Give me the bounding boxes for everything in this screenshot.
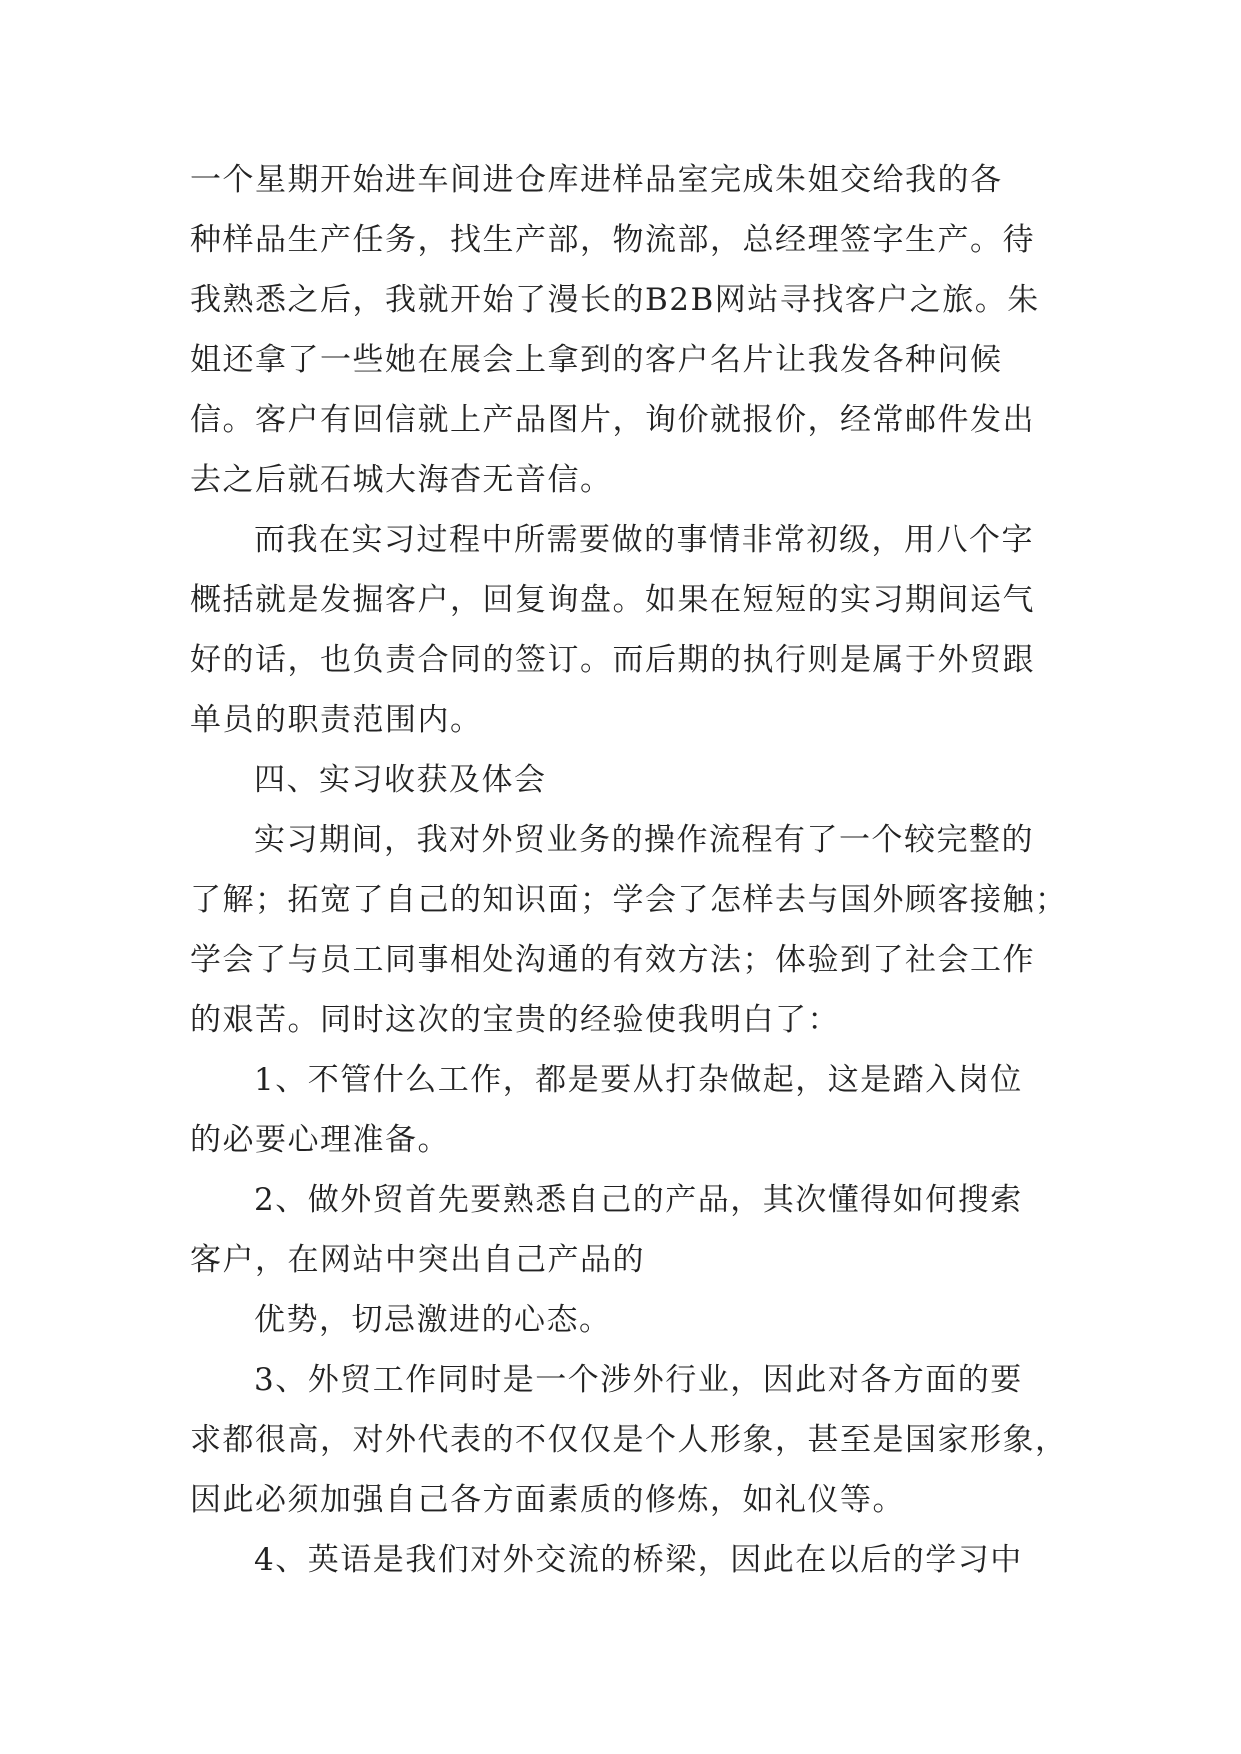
text-line: 概括就是发掘客户，回复询盘。如果在短短的实习期间运气 — [190, 582, 1035, 618]
text-line: 学会了与员工同事相处沟通的有效方法；体验到了社会工作 — [190, 942, 1035, 978]
list-item: 4、英语是我们对外交流的桥梁，因此在以后的学习中 — [254, 1542, 1023, 1578]
list-item: 3、外贸工作同时是一个涉外行业，因此对各方面的要 — [254, 1362, 1023, 1398]
section-heading: 四、实习收获及体会 — [254, 762, 547, 798]
list-item: 2、做外贸首先要熟悉自己的产品，其次懂得如何搜索 — [254, 1182, 1023, 1218]
text-line: 的艰苦。同时这次的宝贵的经验使我明白了： — [190, 1002, 840, 1038]
text-line: 了解；拓宽了自己的知识面；学会了怎样去与国外顾客接触； — [190, 882, 1068, 918]
text-line: 因此必须加强自己各方面素质的修炼，如礼仪等。 — [190, 1482, 905, 1518]
list-item: 1、不管什么工作，都是要从打杂做起，这是踏入岗位 — [254, 1062, 1023, 1098]
document-body — [190, 150, 1068, 1590]
text-line: 信。客户有回信就上产品图片，询价就报价，经常邮件发出 — [190, 402, 1035, 438]
text-line: 求都很高，对外代表的不仅仅是个人形象，甚至是国家形象， — [190, 1422, 1068, 1458]
text-line: 而我在实习过程中所需要做的事情非常初级，用八个字 — [254, 522, 1034, 558]
text-line: 单员的职责范围内。 — [190, 702, 483, 738]
text-line: 好的话，也负责合同的签订。而后期的执行则是属于外贸跟 — [190, 642, 1035, 678]
text-line: 去之后就石城大海杳无音信。 — [190, 462, 613, 498]
text-line: 实习期间，我对外贸业务的操作流程有了一个较完整的 — [254, 822, 1034, 858]
text-line: 的必要心理准备。 — [190, 1122, 450, 1158]
text-line: 种样品生产任务，找生产部，物流部，总经理签字生产。待 — [190, 222, 1035, 258]
text-line: 优势，切忌激进的心态。 — [254, 1302, 612, 1338]
text-line: 我熟悉之后，我就开始了漫长的B2B网站寻找客户之旅。朱 — [190, 282, 1040, 318]
text-line: 姐还拿了一些她在展会上拿到的客户名片让我发各种问候 — [190, 342, 1003, 378]
text-line: 客户，在网站中突出自己产品的 — [190, 1242, 645, 1278]
text-line: 一个星期开始进车间进仓库进样品室完成朱姐交给我的各 — [190, 162, 1003, 198]
